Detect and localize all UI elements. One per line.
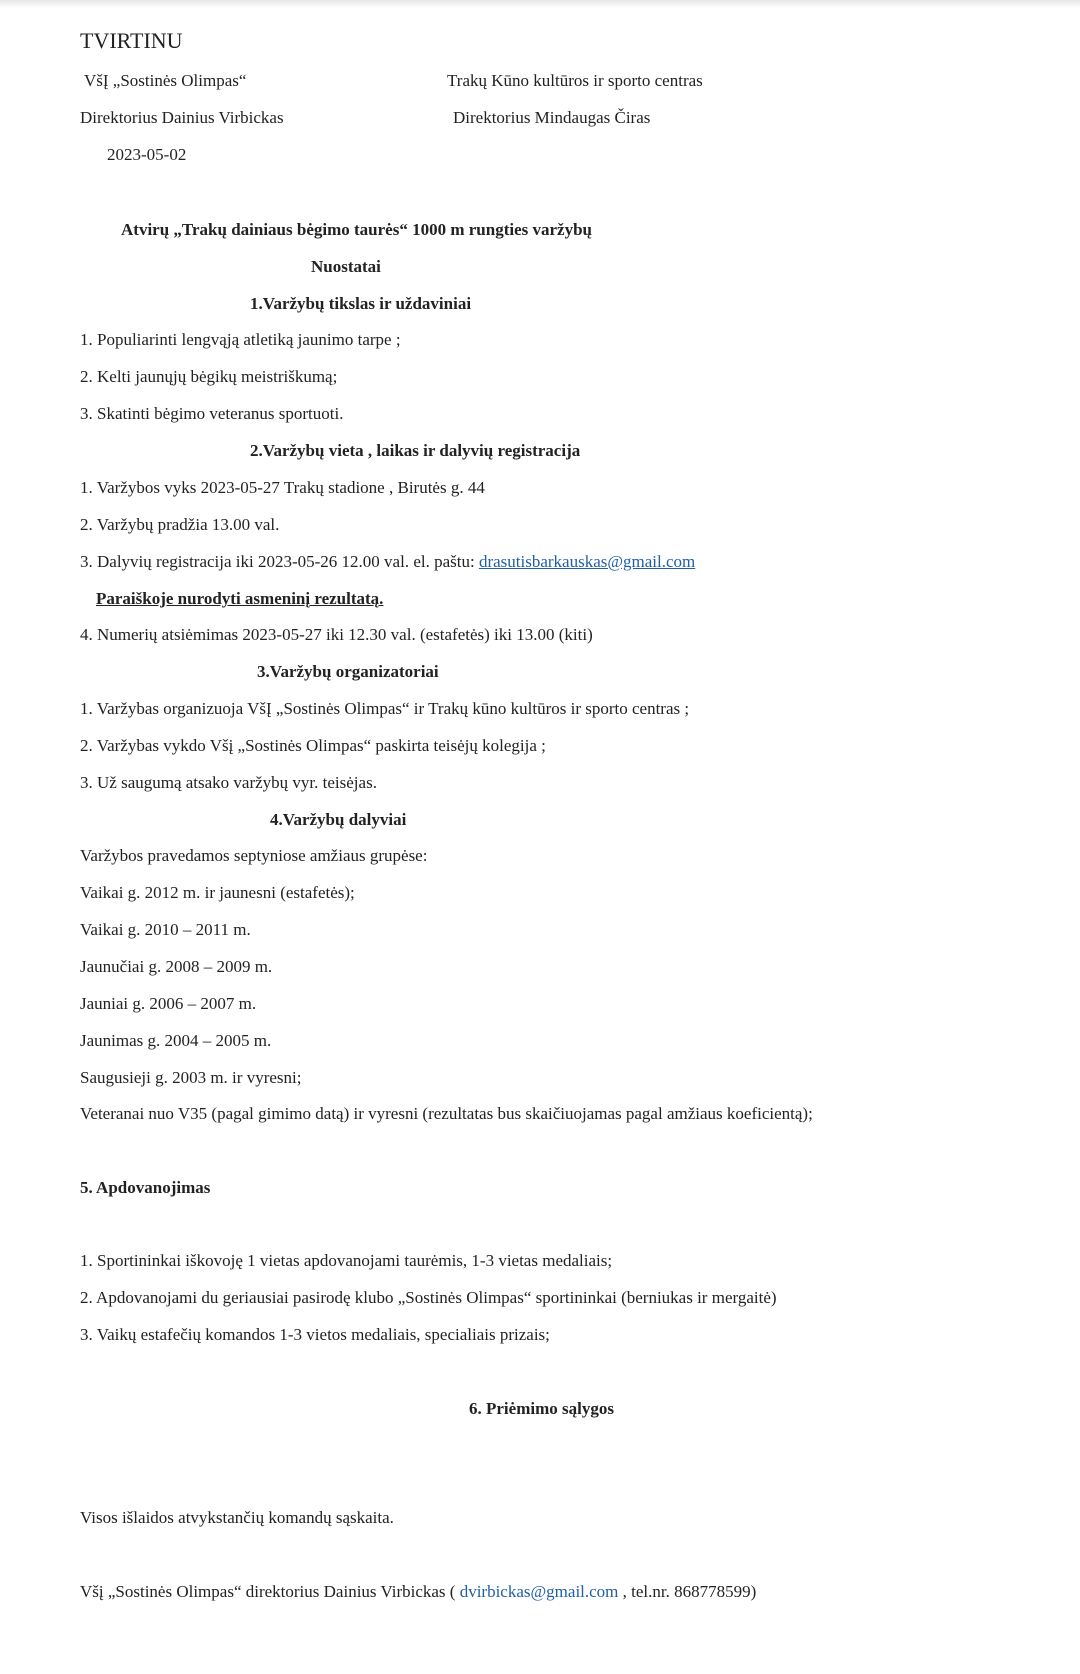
registration-line <box>80 552 695 572</box>
org-left: VšĮ „Sostinės Olimpas“ <box>84 71 247 90</box>
list-item: 3. Vaikų estafečių komandos 1-3 vietos medaliais, specialiais prizais; <box>80 1325 550 1344</box>
contact-email-link[interactable]: dvirbickas@gmail.com <box>459 1582 619 1601</box>
contact-prefix: Všį „Sostinės Olimpas“ direktorius Dainius Virbickas ( <box>80 1582 456 1601</box>
section-2-heading: 2.Varžybų vieta , laikas ir dalyvių registracija <box>250 441 581 460</box>
list-item: 2. Varžybų pradžia 13.00 val. <box>80 515 280 534</box>
conditions-text: Visos išlaidos atvykstančių komandų sąskaita. <box>80 1508 394 1527</box>
list-item: 1. Varžybos vyks 2023-05-27 Trakų stadione , Birutės g. 44 <box>80 478 485 497</box>
age-group: Veteranai nuo V35 (pagal gimimo datą) ir vyresni (rezultatas bus skaičiuojamas pagal amžiaus koeficientą); <box>80 1104 813 1123</box>
age-group: Vaikai g. 2010 – 2011 m. <box>80 920 251 939</box>
age-group: Vaikai g. 2012 m. ir jaunesni (estafetės); <box>80 883 355 902</box>
groups-intro: Varžybos pravedamos septyniose amžiaus grupėse: <box>80 846 428 865</box>
contact-line <box>80 1582 756 1602</box>
list-item: 4. Numerių atsiėmimas 2023-05-27 iki 12.30 val. (estafetės) iki 13.00 (kiti) <box>80 625 593 644</box>
age-group: Saugusieji g. 2003 m. ir vyresni; <box>80 1068 302 1087</box>
list-item: 3. Skatinti bėgimo veteranus sportuoti. <box>80 404 344 423</box>
contact-suffix: , tel.nr. 868778599) <box>622 1582 757 1601</box>
registration-email-link[interactable]: drasutisbarkauskas@gmail.com <box>478 552 696 571</box>
org-right: Trakų Kūno kultūros ir sporto centras <box>447 71 703 90</box>
document-title: Atvirų „Trakų dainiaus bėgimo taurės“ 1000 m rungties varžybų <box>121 220 592 239</box>
document-subtitle: Nuostatai <box>311 257 381 276</box>
list-item: 3. Už saugumą atsako varžybų vyr. teisėjas. <box>80 773 377 792</box>
list-item: 1. Varžybas organizuoja VšĮ „Sostinės Olimpas“ ir Trakų kūno kultūros ir sporto centras ; <box>80 699 690 718</box>
section-1-heading: 1.Varžybų tikslas ir uždaviniai <box>250 294 472 313</box>
list-item: 1. Sportininkai iškovoję 1 vietas apdovanojami taurėmis, 1-3 vietas medaliais; <box>80 1251 613 1270</box>
section-6-heading: 6. Priėmimo sąlygos <box>469 1399 614 1418</box>
section-3-heading: 3.Varžybų organizatoriai <box>257 662 439 681</box>
director-right: Direktorius Mindaugas Čiras <box>453 108 651 127</box>
age-group: Jaunučiai g. 2008 – 2009 m. <box>80 957 273 976</box>
director-left: Direktorius Dainius Virbickas <box>80 108 284 127</box>
age-group: Jaunimas g. 2004 – 2005 m. <box>80 1031 272 1050</box>
registration-text: 3. Dalyvių registracija iki 2023-05-26 12.00 val. el. paštu: <box>80 552 475 571</box>
age-group: Jauniai g. 2006 – 2007 m. <box>80 994 257 1013</box>
section-5-heading: 5. Apdovanojimas <box>80 1178 211 1197</box>
list-item: 2. Apdovanojami du geriausiai pasirodę klubo „Sostinės Olimpas“ sportininkai (berniukas ir mergaitė) <box>80 1288 777 1307</box>
approval-date: 2023-05-02 <box>107 145 187 164</box>
list-item: 2. Kelti jaunųjų bėgikų meistriškumą; <box>80 367 338 386</box>
list-item: 2. Varžybas vykdo Všį „Sostinės Olimpas“ paskirta teisėjų kolegija ; <box>80 736 546 755</box>
list-item: 1. Populiarinti lengvąją atletiką jaunimo tarpe ; <box>80 330 401 349</box>
registration-note: Paraiškoje nurodyti asmeninį rezultatą. <box>96 589 384 608</box>
approve-label: TVIRTINU <box>80 28 183 53</box>
section-4-heading: 4.Varžybų dalyviai <box>270 810 407 829</box>
